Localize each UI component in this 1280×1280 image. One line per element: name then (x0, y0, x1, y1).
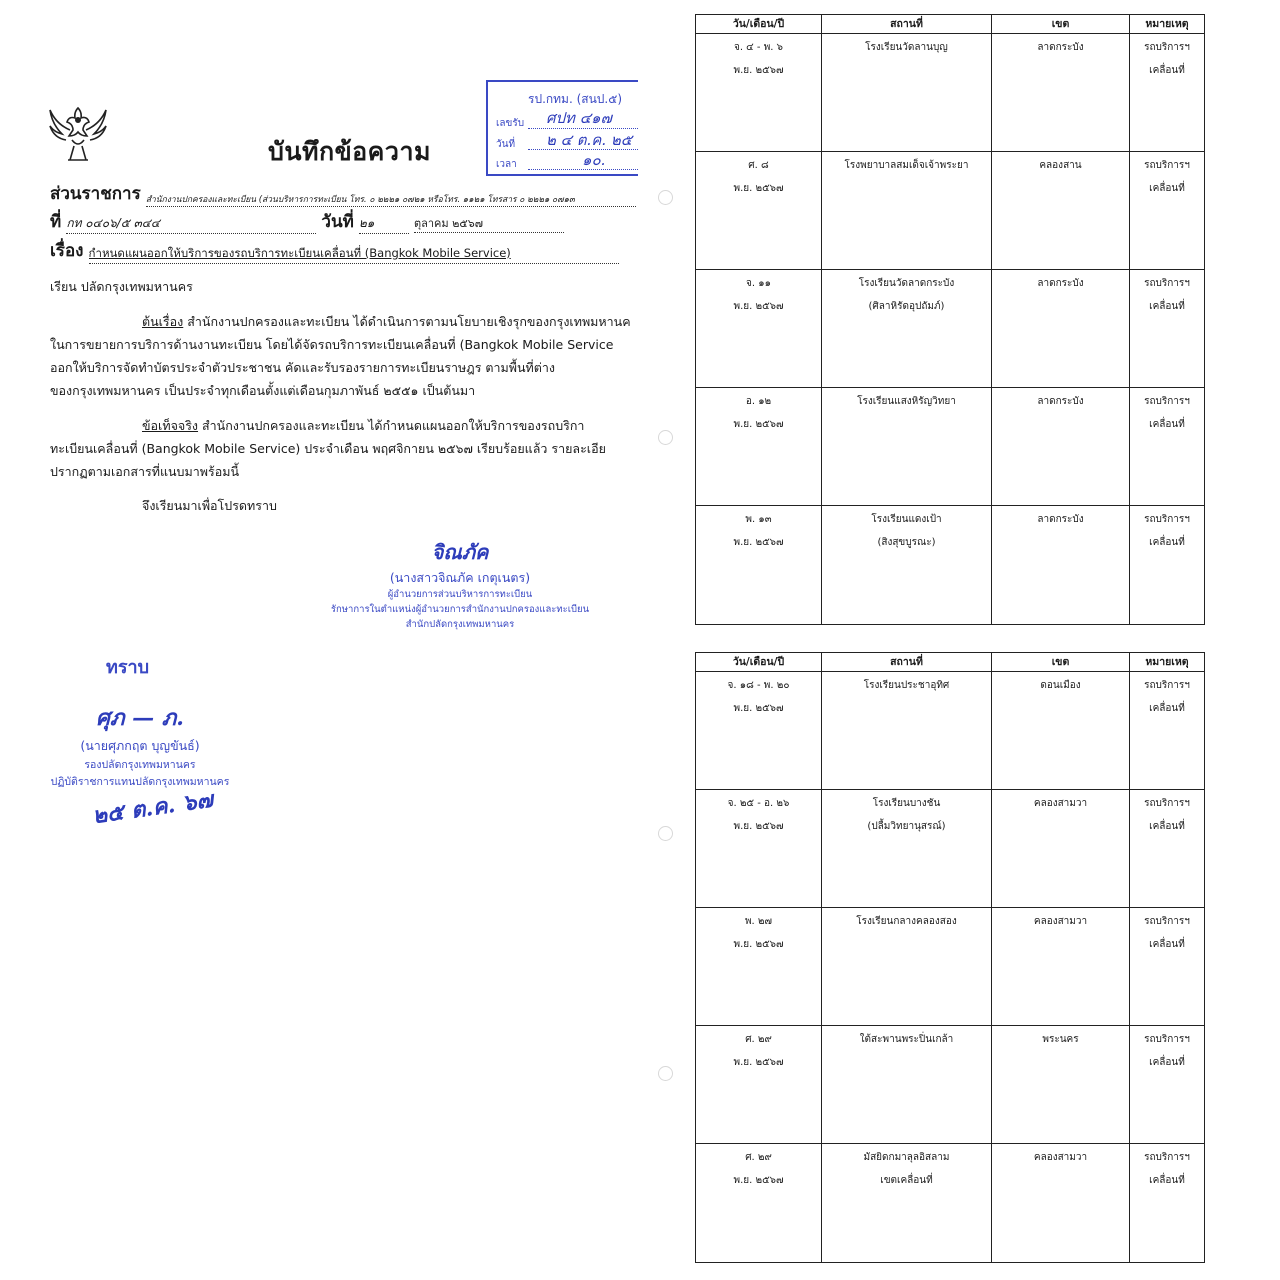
date-cell (696, 1026, 822, 1143)
date-cell-line: พ.ย. ๒๕๖๗ (733, 821, 784, 832)
table-row (696, 672, 1204, 790)
note-cell-line: รถบริการฯ (1144, 42, 1190, 53)
header-place: สถานที่ (822, 653, 992, 671)
date-cell-line: จ. ๔ - พ. ๖ (733, 42, 784, 53)
note-cell-line: รถบริการฯ (1144, 1152, 1190, 1163)
place-cell-line: โรงพยาบาลสมเด็จเจ้าพระยา (844, 160, 969, 171)
place-cell-line: มัสยิดกมาลุลอิสลาม (863, 1152, 950, 1163)
stamp-recv-value: ศปท ๔๑๗ (546, 109, 612, 127)
note-cell-line: เคลื่อนที่ (1149, 301, 1185, 312)
date-cell (696, 34, 822, 151)
note-cell-line: เคลื่อนที่ (1149, 183, 1185, 194)
table-row (696, 152, 1204, 270)
signer1-office: สำนักปลัดกรุงเทพมหานคร (405, 619, 515, 630)
note-cell-line: เคลื่อนที่ (1149, 1057, 1185, 1068)
schedule-table-page-2 (695, 652, 1205, 1263)
date-cell (696, 1144, 822, 1262)
ref-field (50, 208, 564, 235)
place-cell-line: โรงเรียนประชาอุทิศ (863, 680, 950, 691)
date-cell-line: พ.ย. ๒๕๖๗ (733, 183, 784, 194)
district-cell (992, 1144, 1130, 1262)
place-cell (822, 34, 992, 151)
date-cell (696, 388, 822, 505)
date-label: วันที่ (321, 212, 354, 232)
date-cell-line: อ. ๑๒ (745, 396, 772, 407)
date-cell-line: ศ. ๒๙ (745, 1034, 772, 1045)
note-cell (1130, 1026, 1204, 1143)
place-cell (822, 790, 992, 907)
background-paragraph: ต้นเรื่อง สำนักงานปกครองและทะเบียน ได้ดำเนินการตามนโยบายเชิงรุกของกรุงเทพมหานค ในการขยายการบริการด้านงานทะเบียน โดยได้จัดรถบริการทะเบียนเคลื่อนที่ (Bangkok Mobile Service ออกให้บริการจัดทำบัตรประจำตัวประชาชน คัดและรับรองรายการทะเบียนราษฎร ตามพื้นที่ต่าง ของกรุงเทพมหานคร เป็นประจำทุกเดือนตั้งแต่เดือนกุมภาพันธ์ ๒๕๕๑ เป็นต้นมา (50, 314, 631, 398)
place-cell-line: (ศิลาหิรัดอุปถัมภ์) (868, 301, 945, 312)
subject-label: เรื่อง (50, 241, 84, 261)
punch-hole-icon (658, 430, 673, 445)
signer1-acting-position: รักษาการในตำแหน่งผู้อำนวยการสำนักงานปกครองและทะเบียน (330, 604, 590, 615)
district-cell (992, 34, 1130, 151)
date-cell (696, 270, 822, 387)
signature-director: จิณภัค (431, 540, 489, 564)
district-cell-text: พระนคร (1042, 1034, 1079, 1045)
district-cell-text: ลาดกระบัง (1037, 396, 1084, 407)
place-cell-line: โรงเรียนแดงเป้า (871, 514, 942, 525)
note-cell-line: รถบริการฯ (1144, 916, 1190, 927)
salutation: เรียน ปลัดกรุงเทพมหานคร (50, 279, 193, 294)
district-cell (992, 270, 1130, 387)
note-cell-line: รถบริการฯ (1144, 278, 1190, 289)
date-cell (696, 790, 822, 907)
place-cell-line: โรงเรียนบางชัน (872, 798, 941, 809)
ref-label: ที่ (50, 212, 62, 232)
district-cell (992, 908, 1130, 1025)
signer1-position: ผู้อำนวยการส่วนบริหารการทะเบียน (387, 589, 533, 600)
stamp-date-label: วันที่ (496, 139, 516, 150)
place-cell-line: โรงเรียนวัดลาดกระบัง (858, 278, 955, 289)
table-row (696, 388, 1204, 506)
date-cell-line: พ.ย. ๒๕๖๗ (733, 703, 784, 714)
punch-hole-icon (658, 826, 673, 841)
date-day: ๒๑ (359, 214, 409, 234)
date-cell-line: พ.ย. ๒๕๖๗ (733, 537, 784, 548)
table-row (696, 1144, 1204, 1262)
acknowledge-text: ทราบ (106, 657, 150, 678)
district-cell-text: คลองสามวา (1033, 798, 1088, 809)
note-cell-line: รถบริการฯ (1144, 798, 1190, 809)
header-note: หมายเหตุ (1145, 18, 1189, 30)
subject-value: กำหนดแผนออกให้บริการของรถบริการทะเบียนเคลื่อนที่ (Bangkok Mobile Service) (89, 245, 619, 264)
district-cell (992, 506, 1130, 624)
note-cell (1130, 388, 1204, 505)
date-cell-line: จ. ๑๑ (746, 278, 771, 289)
date-cell (696, 506, 822, 624)
date-cell-line: พ.ย. ๒๕๖๗ (733, 301, 784, 312)
date-cell-line: จ. ๒๕ - อ. ๒๖ (727, 798, 790, 809)
stamp-time-label: เวลา (496, 159, 517, 170)
place-cell (822, 506, 992, 624)
date-cell-line: พ.ย. ๒๕๖๗ (733, 419, 784, 430)
district-cell (992, 152, 1130, 269)
schedule-table-page-1 (695, 14, 1205, 625)
stamp-recv-label: เลขรับ (496, 118, 525, 129)
handwritten-date: ๒๕ ต.ค. ๖๗ (90, 786, 215, 830)
table-row (696, 790, 1204, 908)
date-cell-line: พ.ย. ๒๕๖๗ (733, 939, 784, 950)
table-row (696, 270, 1204, 388)
signer2-position: รองปลัดกรุงเทพมหานคร (84, 759, 196, 771)
closing-line: จึงเรียนมาเพื่อโปรดทราบ (142, 498, 277, 513)
place-cell (822, 908, 992, 1025)
signer2-name: (นายศุภกฤต บุญขันธ์) (80, 738, 200, 753)
facts-paragraph: ข้อเท็จจริง สำนักงานปกครองและทะเบียน ได้กำหนดแผนออกให้บริการของรถบริกา ทะเบียนเคลื่อนที่ (Bangkok Mobile Service) ประจำเดือน พฤศจิกายน ๒๕๖๗ เรียบร้อยแล้ว รายละเอีย ปรากฏตามเอกสารที่แนบมาพร้อมนี้ (50, 418, 606, 479)
note-cell (1130, 908, 1204, 1025)
table-row (696, 506, 1204, 624)
table-header (696, 15, 1204, 34)
header-note: หมายเหตุ (1145, 656, 1189, 668)
punch-hole-icon (658, 1066, 673, 1081)
district-cell-text: คลองสามวา (1033, 916, 1088, 927)
note-cell (1130, 270, 1204, 387)
district-cell (992, 790, 1130, 907)
table-row (696, 908, 1204, 1026)
agency-field (50, 180, 636, 207)
signature-deputy: ศุภ — ภ. (96, 705, 184, 731)
date-cell-line: ศ. ๘ (748, 160, 769, 171)
table-header (696, 653, 1204, 672)
garuda-emblem-icon (46, 100, 110, 170)
date-cell (696, 908, 822, 1025)
place-cell (822, 1144, 992, 1262)
note-cell (1130, 152, 1204, 269)
agency-value: สำนักงานปกครองและทะเบียน (ส่วนบริหารการทะเบียน โทร. ๐ ๒๒๒๑ ๐๗๒๑ หรือโทร. ๑๑๒๑ โทรสาร ๐ ๒๒๒๑ ๐๗๑๓ (146, 192, 636, 207)
date-cell-line: พ.ย. ๒๕๖๗ (733, 1175, 784, 1186)
place-cell-line: โรงเรียนวัดลานบุญ (865, 42, 948, 53)
note-cell-line: รถบริการฯ (1144, 160, 1190, 171)
date-cell-line: พ. ๑๓ (745, 514, 772, 525)
memo-title: บันทึกข้อความ (268, 137, 431, 166)
note-cell-line: รถบริการฯ (1144, 1034, 1190, 1045)
note-cell-line: เคลื่อนที่ (1149, 703, 1185, 714)
note-cell-line: เคลื่อนที่ (1149, 419, 1185, 430)
note-cell-line: เคลื่อนที่ (1149, 821, 1185, 832)
place-cell-line: (ปลื้มวิทยานุสรณ์) (867, 821, 946, 832)
date-month-year: ตุลาคม ๒๕๖๗ (414, 214, 564, 233)
place-cell (822, 1026, 992, 1143)
header-district: เขต (992, 653, 1130, 671)
date-cell-line: พ.ย. ๒๕๖๗ (733, 65, 784, 76)
stamp-time-value: ๑๐. (582, 151, 606, 169)
district-cell-text: ลาดกระบัง (1037, 42, 1084, 53)
district-cell-text: ลาดกระบัง (1037, 514, 1084, 525)
place-cell (822, 270, 992, 387)
header-district: เขต (992, 15, 1130, 33)
district-cell (992, 1026, 1130, 1143)
note-cell (1130, 506, 1204, 624)
place-cell (822, 152, 992, 269)
note-cell-line: เคลื่อนที่ (1149, 939, 1185, 950)
note-cell-line: รถบริการฯ (1144, 514, 1190, 525)
place-cell-line: โรงเรียนแสงหิรัญวิทยา (857, 396, 956, 407)
ref-value: กท ๐๔๐๖/๕ ๓๔๔ (66, 214, 316, 234)
header-date: วัน/เดือน/ปี (696, 653, 822, 671)
note-cell (1130, 672, 1204, 789)
stamp-org: รป.กทม. (สนป.๕) (528, 92, 622, 106)
background-heading: ต้นเรื่อง (142, 314, 184, 329)
table-row (696, 34, 1204, 152)
date-cell-line: จ. ๑๘ - พ. ๒๐ (727, 680, 790, 691)
date-cell (696, 152, 822, 269)
place-cell-line: ใต้สะพานพระปิ่นเกล้า (859, 1034, 954, 1045)
place-cell-line: เขตเคลื่อนที่ (880, 1175, 933, 1186)
signature-block-director (320, 536, 600, 632)
agency-label: ส่วนราชการ (50, 184, 141, 204)
place-cell (822, 388, 992, 505)
punch-hole-icon (658, 190, 673, 205)
district-cell (992, 672, 1130, 789)
signature-block-deputy (40, 700, 240, 790)
note-cell-line: รถบริการฯ (1144, 680, 1190, 691)
district-cell-text: คลองสาน (1039, 160, 1082, 171)
place-cell-line: โรงเรียนกลางคลองสอง (856, 916, 957, 927)
place-cell (822, 672, 992, 789)
note-cell (1130, 1144, 1204, 1262)
subject-field (50, 237, 619, 264)
signer2-acting: ปฏิบัติราชการแทนปลัดกรุงเทพมหานคร (50, 776, 230, 788)
header-date: วัน/เดือน/ปี (696, 15, 822, 33)
note-cell (1130, 34, 1204, 151)
facts-heading: ข้อเท็จจริง (142, 418, 199, 433)
district-cell-text: ดอนเมือง (1040, 680, 1081, 691)
date-cell-line: พ. ๒๗ (744, 916, 773, 927)
note-cell-line: เคลื่อนที่ (1149, 65, 1185, 76)
note-cell-line: เคลื่อนที่ (1149, 537, 1185, 548)
table-row (696, 1026, 1204, 1144)
district-cell-text: คลองสามวา (1033, 1152, 1088, 1163)
note-cell-line: รถบริการฯ (1144, 396, 1190, 407)
note-cell (1130, 790, 1204, 907)
stamp-date-value: ๒ ๔ ต.ค. ๒๕ (546, 131, 633, 149)
note-cell-line: เคลื่อนที่ (1149, 1175, 1185, 1186)
district-cell (992, 388, 1130, 505)
header-place: สถานที่ (822, 15, 992, 33)
date-cell-line: ศ. ๒๙ (745, 1152, 772, 1163)
place-cell-line: (สิงสุขบูรณะ) (877, 537, 936, 548)
date-cell (696, 672, 822, 789)
receipt-stamp (486, 80, 638, 176)
date-cell-line: พ.ย. ๒๕๖๗ (733, 1057, 784, 1068)
signer1-name: (นางสาวจิณภัค เกตุเนตร) (389, 570, 531, 585)
district-cell-text: ลาดกระบัง (1037, 278, 1084, 289)
